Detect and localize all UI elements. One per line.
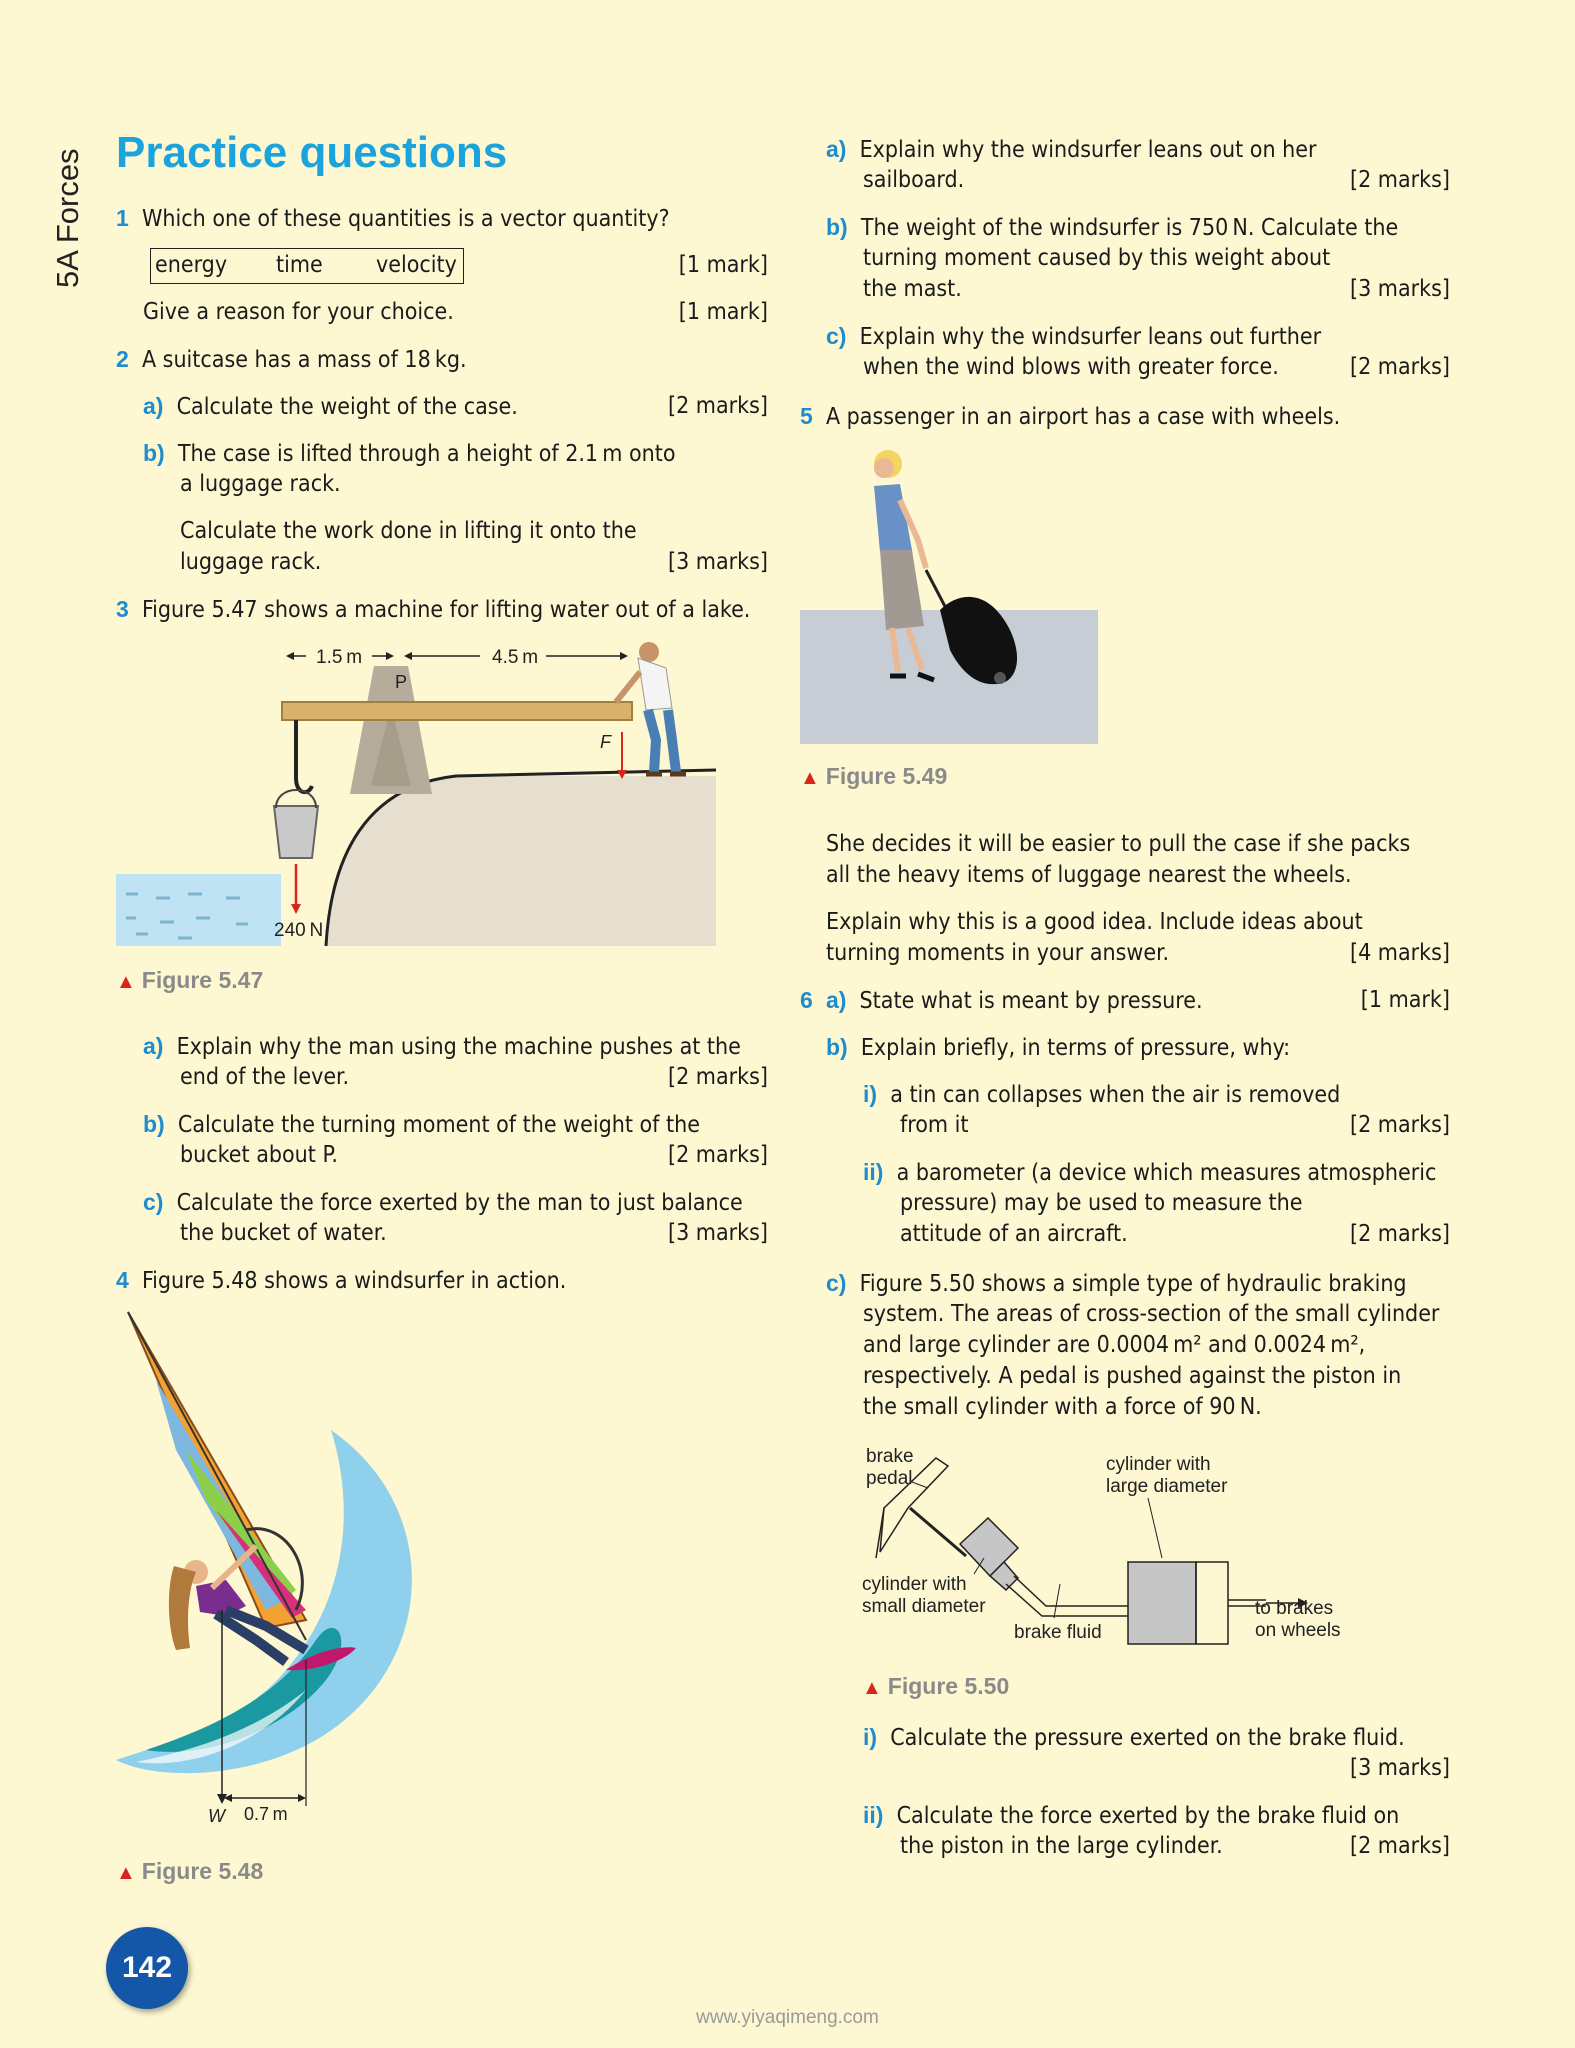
- label-large-1: cylinder with: [1106, 1454, 1211, 1475]
- q2-text: A suitcase has a mass of 18 kg.: [141, 347, 467, 373]
- q4-text: Figure 5.48 shows a windsurfer in action.: [141, 1268, 567, 1294]
- lever-beam: [282, 702, 632, 720]
- q4c-line1: Explain why the windsurfer leans out further: [859, 324, 1322, 350]
- q1-option-energy: energy: [155, 252, 228, 278]
- q6c-line4: respectively. A pedal is pushed against the piston in: [863, 1363, 1402, 1389]
- dim-right-label: 4.5 m: [492, 647, 539, 668]
- fluid-leader: [1054, 1584, 1060, 1618]
- q4c-line2: when the wind blows with greater force.: [863, 354, 1279, 380]
- weight-label: 240 N: [274, 920, 324, 941]
- q1-options-marks: [1 mark]: [678, 252, 768, 278]
- man-legs: [648, 710, 676, 772]
- weight-arrowhead: [291, 904, 301, 914]
- chapter-sidebar: [42, 136, 92, 296]
- large-cylinder-body: [1196, 1562, 1228, 1644]
- chapter-label: 5A Forces: [50, 148, 85, 288]
- dim-right-head1: [404, 652, 412, 660]
- q6bi-line1: a tin can collapses when the air is removed: [890, 1082, 1341, 1108]
- figure-5-49-caption: [800, 763, 947, 790]
- q4b-line2: turning moment caused by this weight about: [863, 245, 1331, 271]
- q6bii-line1: a barometer (a device which measures atmospheric: [896, 1160, 1437, 1186]
- distance-head-right: [298, 1794, 306, 1802]
- label-wheels-2: on wheels: [1255, 1620, 1341, 1641]
- q2b: [143, 438, 676, 470]
- q2b-line4: luggage rack.: [180, 549, 322, 575]
- brake-pipe: [1006, 1576, 1128, 1616]
- q5-p2-line1: Explain why this is a good idea. Include ideas about: [826, 909, 1363, 935]
- dim-right-head2: [620, 652, 628, 660]
- q1-option-velocity: velocity: [376, 252, 457, 278]
- q1-options-box: [150, 248, 464, 284]
- case-wheel: [994, 672, 1006, 684]
- q4a-marks: [2 marks]: [1350, 167, 1450, 193]
- figure-5-50-caption: [862, 1673, 1009, 1700]
- hook: [296, 720, 312, 792]
- brake-pedal-leader: [912, 1482, 928, 1488]
- q6ci: [863, 1722, 1405, 1754]
- q2-stem: [116, 344, 467, 376]
- q3c: [143, 1187, 743, 1219]
- caption-triangle-icon: ▲: [862, 1677, 882, 1699]
- q1-number: 1: [116, 205, 129, 231]
- q6b: [826, 1032, 1290, 1064]
- figure-5-48: [116, 1310, 436, 1830]
- man-shirt: [638, 658, 672, 710]
- q6cii-line1: Calculate the force exerted by the brake fluid on: [896, 1803, 1400, 1829]
- q5-marks: [4 marks]: [1350, 940, 1450, 966]
- page-number-badge: [106, 1927, 188, 2009]
- q6b-label: b): [826, 1034, 848, 1060]
- q6c-line5: the small cylinder with a force of 90 N.: [863, 1394, 1262, 1420]
- woman-face: [874, 458, 894, 478]
- q5-stem: [800, 401, 1340, 433]
- figure-5-49: [800, 440, 1100, 745]
- footer-url[interactable]: www.yiyaqimeng.com: [696, 2007, 879, 2028]
- dim-left-label: 1.5 m: [316, 647, 363, 668]
- q4b-line3: the mast.: [863, 276, 962, 302]
- q1-option-time: time: [276, 252, 323, 278]
- q2b-line2: a luggage rack.: [180, 471, 341, 497]
- q2b-marks: [3 marks]: [668, 549, 768, 575]
- q4-number: 4: [116, 1267, 129, 1293]
- q6a: [800, 985, 1203, 1017]
- man-arm: [616, 672, 640, 702]
- figure-5-48-caption: [116, 1858, 263, 1885]
- q4c: [826, 321, 1321, 353]
- caption-triangle-icon: ▲: [116, 1862, 136, 1884]
- q4-stem: [116, 1265, 566, 1297]
- q6cii: [863, 1800, 1399, 1832]
- q5-p2-line2: turning moments in your answer.: [826, 940, 1170, 966]
- q1-reason: Give a reason for your choice.: [143, 299, 454, 325]
- q3b: [143, 1109, 700, 1141]
- q6ci-marks: [3 marks]: [1350, 1755, 1450, 1781]
- q4a-line1: Explain why the windsurfer leans out on her: [859, 137, 1317, 163]
- label-brake-2: pedal: [866, 1468, 913, 1489]
- windsurfer-hair: [169, 1566, 196, 1650]
- label-small-2: small diameter: [862, 1596, 986, 1617]
- label-small-1: cylinder with: [862, 1574, 967, 1595]
- q6c-line1: Figure 5.50 shows a simple type of hydraulic braking: [859, 1271, 1407, 1297]
- figure-5-47-caption-text: Figure 5.47: [141, 967, 264, 993]
- q2a-label: a): [143, 393, 164, 419]
- weight-w-label: W: [208, 1806, 225, 1826]
- q3-number: 3: [116, 596, 129, 622]
- q2b-label: b): [143, 440, 165, 466]
- q3c-line1: Calculate the force exerted by the man to just balance: [176, 1190, 743, 1216]
- q4a-label: a): [826, 136, 847, 162]
- q6bii-label: ii): [863, 1159, 884, 1185]
- q6cii-marks: [2 marks]: [1350, 1833, 1450, 1859]
- caption-triangle-icon: ▲: [116, 971, 136, 993]
- page-title: Practice questions: [116, 128, 508, 177]
- q4a: [826, 134, 1317, 166]
- distance-label: 0.7 m: [244, 1804, 288, 1824]
- q3a-line2: end of the lever.: [180, 1064, 350, 1090]
- dim-left-head1: [286, 652, 294, 660]
- figure-5-49-caption-text: Figure 5.49: [825, 763, 948, 789]
- q2b-line3: Calculate the work done in lifting it onto the: [180, 518, 637, 544]
- q2b-line1: The case is lifted through a height of 2.1 m onto: [177, 441, 676, 467]
- q4b: [826, 212, 1398, 244]
- q2-number: 2: [116, 346, 129, 372]
- q6cii-label: ii): [863, 1802, 884, 1828]
- pedal-rod: [910, 1508, 966, 1556]
- q4c-label: c): [826, 323, 847, 349]
- q6c-line2: system. The areas of cross-section of the small cylinder: [863, 1301, 1440, 1327]
- force-label: F: [600, 732, 611, 752]
- q6bii-line3: attitude of an aircraft.: [900, 1221, 1128, 1247]
- q6-number: 6: [800, 987, 813, 1013]
- q5-p1-line2: all the heavy items of luggage nearest the wheels.: [826, 862, 1352, 888]
- figure-5-50-caption-text: Figure 5.50: [887, 1673, 1010, 1699]
- q6ci-label: i): [863, 1724, 878, 1750]
- label-fluid: brake fluid: [1014, 1622, 1102, 1643]
- q6bii: [863, 1157, 1436, 1189]
- q3c-label: c): [143, 1189, 164, 1215]
- figure-5-48-caption-text: Figure 5.48: [141, 1858, 264, 1884]
- pivot-label: P: [395, 672, 408, 692]
- q3a-line1: Explain why the man using the machine pushes at the: [176, 1034, 741, 1060]
- label-large-2: large diameter: [1106, 1476, 1228, 1497]
- woman-skirt: [880, 550, 924, 630]
- q6b-text: Explain briefly, in terms of pressure, why:: [860, 1035, 1291, 1061]
- q5-text: A passenger in an airport has a case with wheels.: [825, 404, 1341, 430]
- q2a-marks: [2 marks]: [668, 393, 768, 419]
- q5-p1-line1: She decides it will be easier to pull the case if she packs: [826, 831, 1411, 857]
- q6c-line3: and large cylinder are 0.0004 m² and 0.0024 m²,: [863, 1332, 1366, 1358]
- q6ci-text: Calculate the pressure exerted on the brake fluid.: [890, 1725, 1405, 1751]
- figure-5-50: [856, 1438, 1386, 1658]
- q1-text: Which one of these quantities is a vector quantity?: [141, 206, 670, 232]
- q4c-marks: [2 marks]: [1350, 354, 1450, 380]
- label-brake-1: brake: [866, 1446, 914, 1467]
- q3b-line1: Calculate the turning moment of the weight of the: [177, 1112, 700, 1138]
- q2a: [143, 391, 518, 423]
- q3c-line2: the bucket of water.: [180, 1220, 387, 1246]
- q3b-marks: [2 marks]: [668, 1142, 768, 1168]
- figure-5-47-caption: [116, 967, 263, 994]
- ground: [326, 776, 716, 946]
- weight-line-head: [217, 1794, 227, 1804]
- q3a-marks: [2 marks]: [668, 1064, 768, 1090]
- q6cii-line2: the piston in the large cylinder.: [900, 1833, 1223, 1859]
- q3-text: Figure 5.47 shows a machine for lifting water out of a lake.: [141, 597, 751, 623]
- q6bii-line2: pressure) may be used to measure the: [900, 1190, 1303, 1216]
- q2a-text: Calculate the weight of the case.: [176, 394, 518, 420]
- q6bi-line2: from it: [900, 1112, 969, 1138]
- q4b-label: b): [826, 214, 848, 240]
- q6bi-label: i): [863, 1081, 878, 1107]
- caption-triangle-icon: ▲: [800, 767, 820, 789]
- q1-reason-marks: [1 mark]: [678, 299, 768, 325]
- q3a: [143, 1031, 741, 1063]
- large-leader: [1148, 1498, 1162, 1558]
- bucket: [274, 806, 318, 858]
- dim-left-head2: [386, 652, 394, 660]
- figure-5-47: [116, 636, 716, 946]
- q3a-label: a): [143, 1033, 164, 1059]
- q6a-label: a): [825, 987, 847, 1013]
- large-cylinder: [1128, 1562, 1196, 1644]
- q4b-line1: The weight of the windsurfer is 750 N. Calculate the: [860, 215, 1399, 241]
- q6bi: [863, 1079, 1340, 1111]
- q3-stem: [116, 594, 750, 626]
- q6bii-marks: [2 marks]: [1350, 1221, 1450, 1247]
- label-wheels-1: to brakes: [1255, 1598, 1334, 1619]
- q5-number: 5: [800, 403, 813, 429]
- q3b-line2: bucket about P.: [180, 1142, 338, 1168]
- q6bi-marks: [2 marks]: [1350, 1112, 1450, 1138]
- q6a-text: State what is meant by pressure.: [859, 988, 1203, 1014]
- q3b-label: b): [143, 1111, 165, 1137]
- q6a-marks: [1 mark]: [1360, 987, 1450, 1013]
- q4b-marks: [3 marks]: [1350, 276, 1450, 302]
- q1-stem: [116, 203, 670, 235]
- q3c-marks: [3 marks]: [668, 1220, 768, 1246]
- q6c: [826, 1268, 1407, 1300]
- q4a-line2: sailboard.: [863, 167, 965, 193]
- page-number: 142: [121, 1951, 173, 1984]
- q6c-label: c): [826, 1270, 847, 1296]
